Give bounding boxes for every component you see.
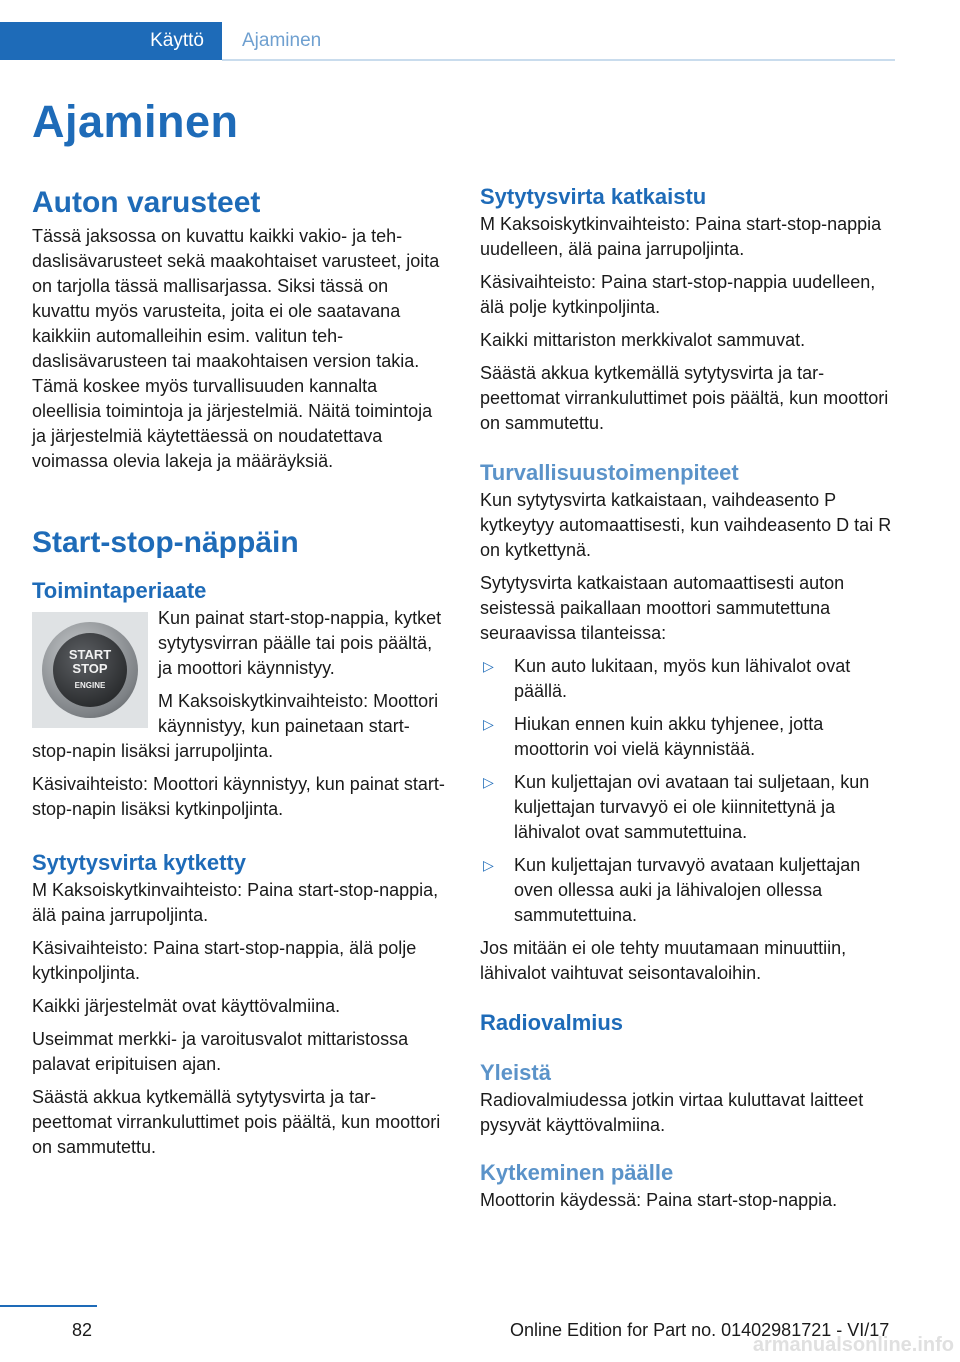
paragraph: Käsivaihteisto: Paina start-stop-nappia, älä polje kytkinpoljinta.	[32, 938, 417, 983]
page-title: Ajaminen	[32, 96, 239, 147]
start-stop-button-image	[32, 612, 148, 728]
tab-ajaminen-label: Ajaminen	[242, 30, 322, 51]
heading-toimintaperiaate: Toimintaperiaate	[32, 578, 207, 603]
heading-sytytysvirta-kytketty: Sytytysvirta kytketty	[32, 850, 247, 875]
triangle-bullet-icon: ▷	[483, 857, 494, 873]
page-number: 82	[72, 1320, 93, 1340]
heading-start-stop: Start-stop-näppäin	[32, 526, 299, 559]
paragraph: Kaikki mittariston merkkivalot sammuvat.	[480, 330, 806, 350]
paragraph: Säästä akkua kytkemällä sytytysvirta ja tarpeettomat virrankuluttimet pois päältä, kun moottori on sammutettu.	[32, 1087, 441, 1157]
heading-auton-varusteet: Auton varusteet	[32, 186, 261, 219]
paragraph: Sytytysvirta katkaistaan automaattisesti auton seistessä paikallaan moottori sammutettuna seuraavissa tilanteissa:	[480, 573, 845, 643]
tab-kaytto-label: Käyttö	[150, 30, 204, 51]
paragraph: Säästä akkua kytkemällä sytytysvirta ja tarpeettomat virrankuluttimet pois päältä, kun moottori on sammutettu.	[480, 363, 889, 433]
paragraph: Kun sytytysvirta katkaistaan, vaihdeasento P kytkeytyy automaattisesti, kun vaihdeasento D tai R on kytkettynä.	[480, 490, 892, 560]
left-column	[32, 182, 448, 1168]
heading-kytkeminen-paalle: Kytkeminen päälle	[480, 1160, 674, 1185]
list-item-text: Kun kuljettajan turvavyö avataan kuljettajan oven ollessa auki ja lähivalojen ollessa sammutettuina.	[514, 855, 861, 925]
tab-ajaminen[interactable]	[222, 22, 321, 60]
button-text-engine: ENGINE	[74, 680, 106, 690]
triangle-bullet-icon: ▷	[483, 716, 494, 732]
paragraph: Useimmat merkki- ja varoitusvalot mittaristossa palavat eripituisen ajan.	[32, 1029, 409, 1074]
list-item	[480, 853, 896, 928]
tab-kaytto[interactable]	[0, 22, 222, 60]
button-text-start: START	[68, 646, 112, 662]
paragraph: Moottorin käydessä: Paina start-stop-nappia.	[480, 1190, 838, 1210]
header-tabs	[0, 22, 895, 62]
heading-turvallisuustoimenpiteet: Turvallisuustoimenpiteet	[480, 460, 739, 485]
heading-yleista: Yleistä	[480, 1060, 551, 1085]
watermark: armanualsonline.info	[752, 1334, 954, 1356]
heading-radiovalmius: Radiovalmius	[480, 1010, 624, 1035]
right-column	[480, 182, 896, 1221]
paragraph: Käsivaihteisto: Paina start-stop-nappia uudelleen, älä polje kytkinpoljinta.	[480, 272, 876, 317]
bullet-list	[480, 654, 896, 928]
triangle-bullet-icon: ▷	[483, 774, 494, 790]
list-item-text: Kun auto lukitaan, myös kun lähivalot ovat päällä.	[514, 656, 851, 701]
paragraph: M Kaksoiskytkinvaihteisto: Moottori käynnistyy, kun painetaan start-stop-napin lisäksi jarrupoljinta.	[32, 691, 439, 761]
list-item	[480, 770, 896, 845]
paragraph: Tässä jaksossa on kuvattu kaikki vakio- ja tehdaslisävarusteet sekä maakohtaiset varusteet, joita on tarjolla tässä mallisarjassa. Siksi tässä on kuvattu myös varusteita, joita ei ole saatavana kaikkiin automalleihin esim. valitun tehdaslisävarusteen tai maakohtaisen version takia. Tämä koskee myös turvallisuuden kannalta oleellisia toimintoja ja järjestelmiä. Näitä toimintoja ja järjestelmiä käytettäessä on noudatettava voimassa olevia lakeja ja määräyksiä.	[32, 226, 440, 471]
paragraph: Radiovalmiudessa jotkin virtaa kuluttavat laitteet pysyvät käyttövalmiina.	[480, 1090, 864, 1135]
button-text-stop: STOP	[72, 660, 108, 676]
paragraph: Kaikki järjestelmät ovat käyttövalmiina.	[32, 996, 341, 1016]
paragraph: M Kaksoiskytkinvaihteisto: Paina start-stop-nappia, älä paina jarrupoljinta.	[32, 880, 439, 925]
edition-note: Online Edition for Part no. 01402981721 - VI/17	[510, 1320, 890, 1340]
list-item	[480, 654, 896, 704]
heading-sytytysvirta-katkaistu: Sytytysvirta katkaistu	[480, 184, 707, 209]
list-item-text: Hiukan ennen kuin akku tyhjenee, jotta moottorin voi vielä käynnistää.	[514, 714, 824, 759]
paragraph: Kun painat start-stop-nappia, kytket sytytysvirran päälle tai pois päältä, ja moottori käynnistyy.	[158, 608, 442, 678]
list-item-text: Kun kuljettajan ovi avataan tai suljetaan, kun kuljettajan turvavyö ei ole kiinnitettynä ja lähivalot ovat sammutettuina.	[514, 772, 870, 842]
start-stop-button-icon	[42, 622, 138, 718]
list-item	[480, 712, 896, 762]
footer-rule	[0, 1305, 97, 1307]
header-rule	[222, 59, 895, 61]
paragraph: M Kaksoiskytkinvaihteisto: Paina start-stop-nappia uudelleen, älä paina jarrupoljinta.	[480, 214, 882, 259]
triangle-bullet-icon: ▷	[483, 658, 494, 674]
paragraph: Käsivaihteisto: Moottori käynnistyy, kun painat start-stop-napin lisäksi kytkinpoljinta.	[32, 774, 445, 819]
paragraph: Jos mitään ei ole tehty muutamaan minuuttiin, lähivalot vaihtuvat seisontavaloihin.	[480, 938, 847, 983]
